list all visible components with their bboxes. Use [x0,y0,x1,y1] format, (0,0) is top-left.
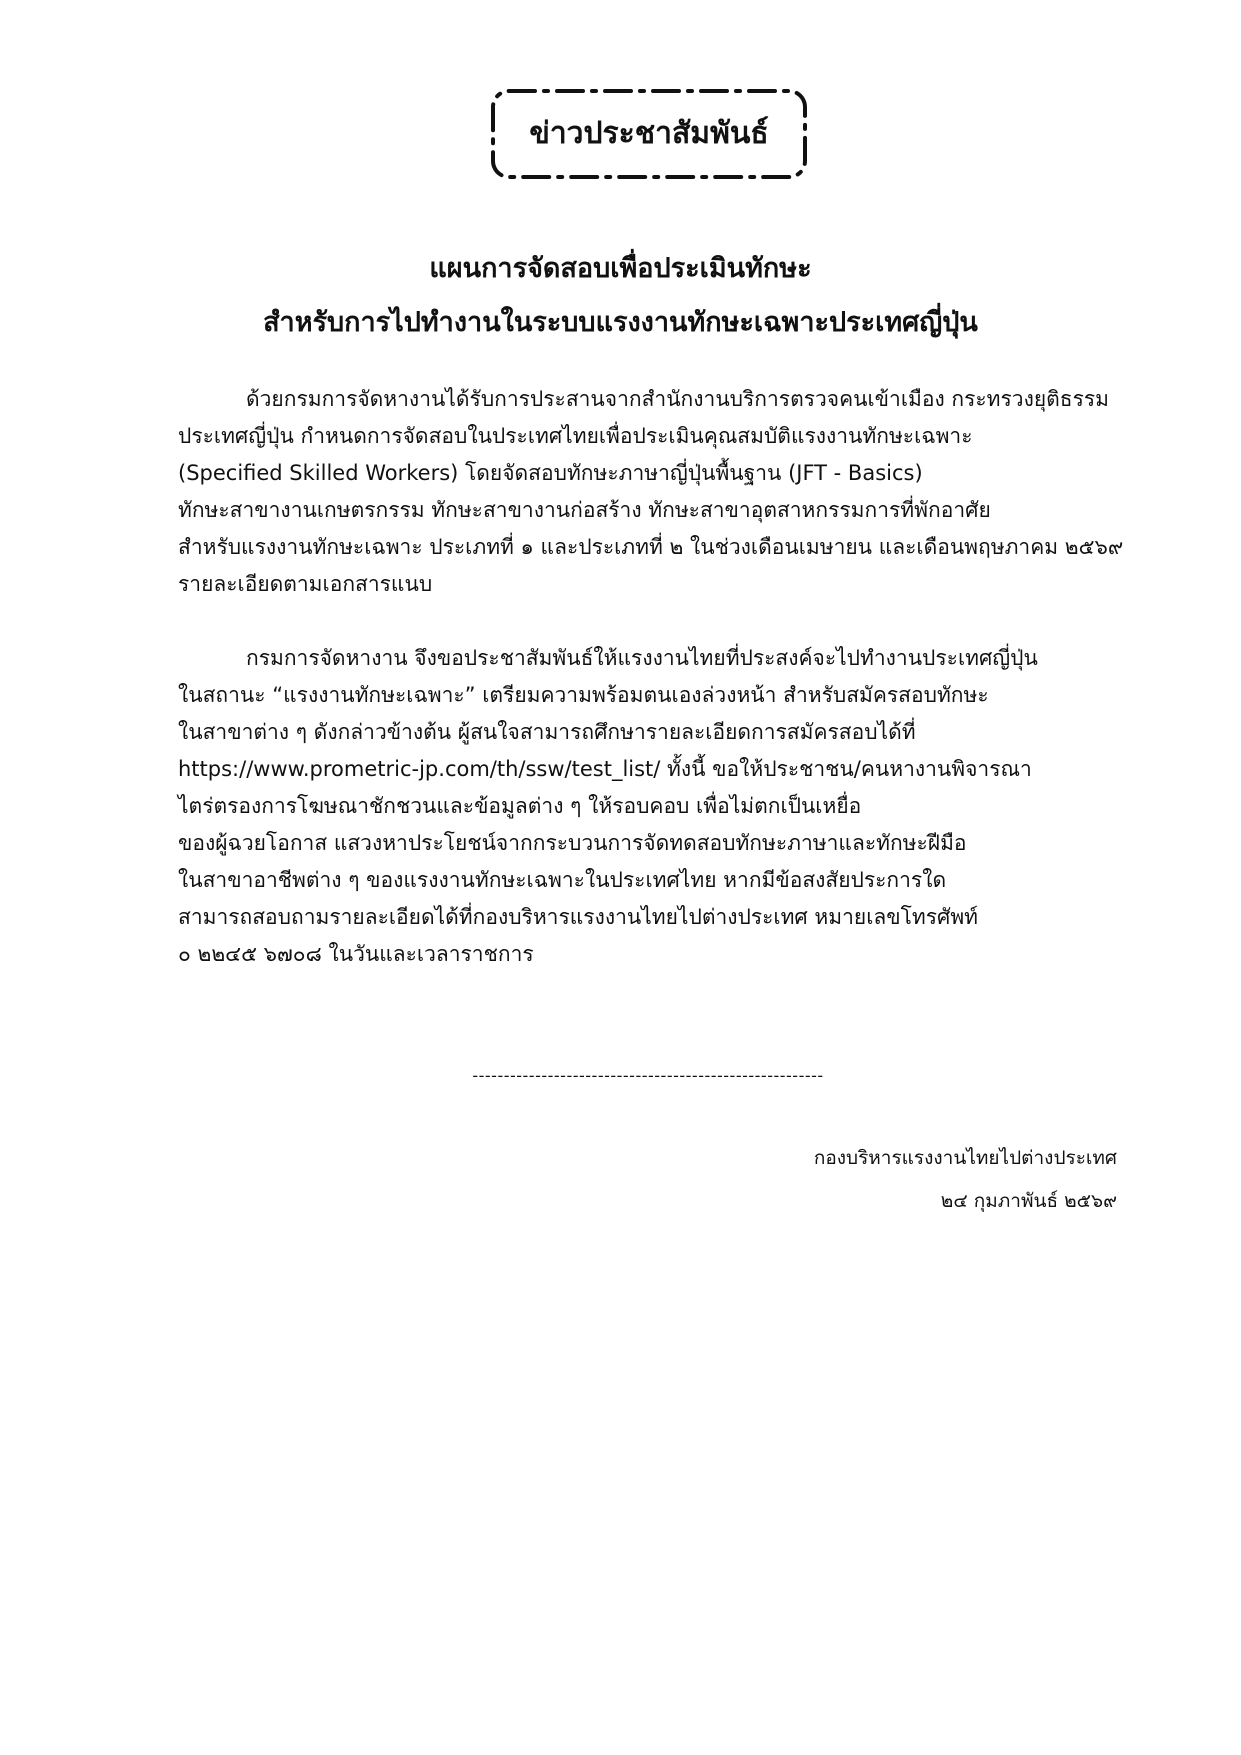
paragraph-line: ประเทศญี่ปุ่น กำหนดการจัดสอบในประเทศไทยเพื่อประเมินคุณสมบัติแรงงานทักษะเฉพาะ [178,424,973,448]
paragraph-line: ไตร่ตรองการโฆษณาชักชวนและข้อมูลต่าง ๆ ให้รอบคอบ เพื่อไม่ตกเป็นเหยื่อ [178,794,862,818]
signature-date: ๒๔ กุมภาพันธ์ ๒๕๖๙ [940,1190,1117,1212]
paragraph-line: รายละเอียดตามเอกสารแนบ [178,572,433,596]
badge-label: ข่าวประชาสัมพันธ์ [529,116,769,151]
signature-office: กองบริหารแรงงานไทยไปต่างประเทศ [813,1147,1117,1169]
paragraph-2 [178,640,1118,973]
paragraph-line: ๐ ๒๒๔๕ ๖๗๐๘ ในวันและเวลาราชการ [178,942,534,966]
press-release-badge [490,88,808,180]
document-title-line-1: แผนการจัดสอบเพื่อประเมินทักษะ [429,253,812,284]
paragraph-line: สามารถสอบถามรายละเอียดได้ที่กองบริหารแรงงานไทยไปต่างประเทศ หมายเลขโทรศัพท์ [178,905,979,929]
paragraph-line: ด้วยกรมการจัดหางานได้รับการประสานจากสำนักงานบริการตรวจคนเข้าเมือง กระทรวงยุติธรรม [246,387,1109,411]
document-title-line-2: สำหรับการไปทำงานในระบบแรงงานทักษะเฉพาะประเทศญี่ปุ่น [263,307,978,338]
paragraph-line: ในสาขาอาชีพต่าง ๆ ของแรงงานทักษะเฉพาะในประเทศไทย หากมีข้อสงสัยประการใด [178,868,947,892]
section-divider: -------------------------------------------------------- [472,1066,824,1085]
paragraph-line: กรมการจัดหางาน จึงขอประชาสัมพันธ์ให้แรงงานไทยที่ประสงค์จะไปทำงานประเทศญี่ปุ่น [246,646,1038,670]
paragraph-line: ในสถานะ “แรงงานทักษะเฉพาะ” เตรียมความพร้อมตนเองล่วงหน้า สำหรับสมัครสอบทักษะ [178,683,989,707]
paragraph-line: ทักษะสาขางานเกษตรกรรม ทักษะสาขางานก่อสร้าง ทักษะสาขาอุตสาหกรรมการที่พักอาศัย [178,498,991,522]
paragraph-line-url: https://www.prometric-jp.com/th/ssw/test_list/ ทั้งนี้ ขอให้ประชาชน/คนหางานพิจารณา [178,757,1032,781]
paragraph-line: (Specified Skilled Workers) โดยจัดสอบทักษะภาษาญี่ปุ่นพื้นฐาน (JFT - Basics) [178,461,923,485]
paragraph-line: ในสาขาต่าง ๆ ดังกล่าวข้างต้น ผู้สนใจสามารถศึกษารายละเอียดการสมัครสอบได้ที่ [178,720,916,744]
paragraph-line: สำหรับแรงงานทักษะเฉพาะ ประเภทที่ ๑ และประเภทที่ ๒ ในช่วงเดือนเมษายน และเดือนพฤษภาคม ๒๕๖๙ [178,535,1124,559]
paragraph-1 [178,381,1124,603]
paragraph-line: ของผู้ฉวยโอกาส แสวงหาประโยชน์จากกระบวนการจัดทดสอบทักษะภาษาและทักษะฝีมือ [178,831,967,855]
